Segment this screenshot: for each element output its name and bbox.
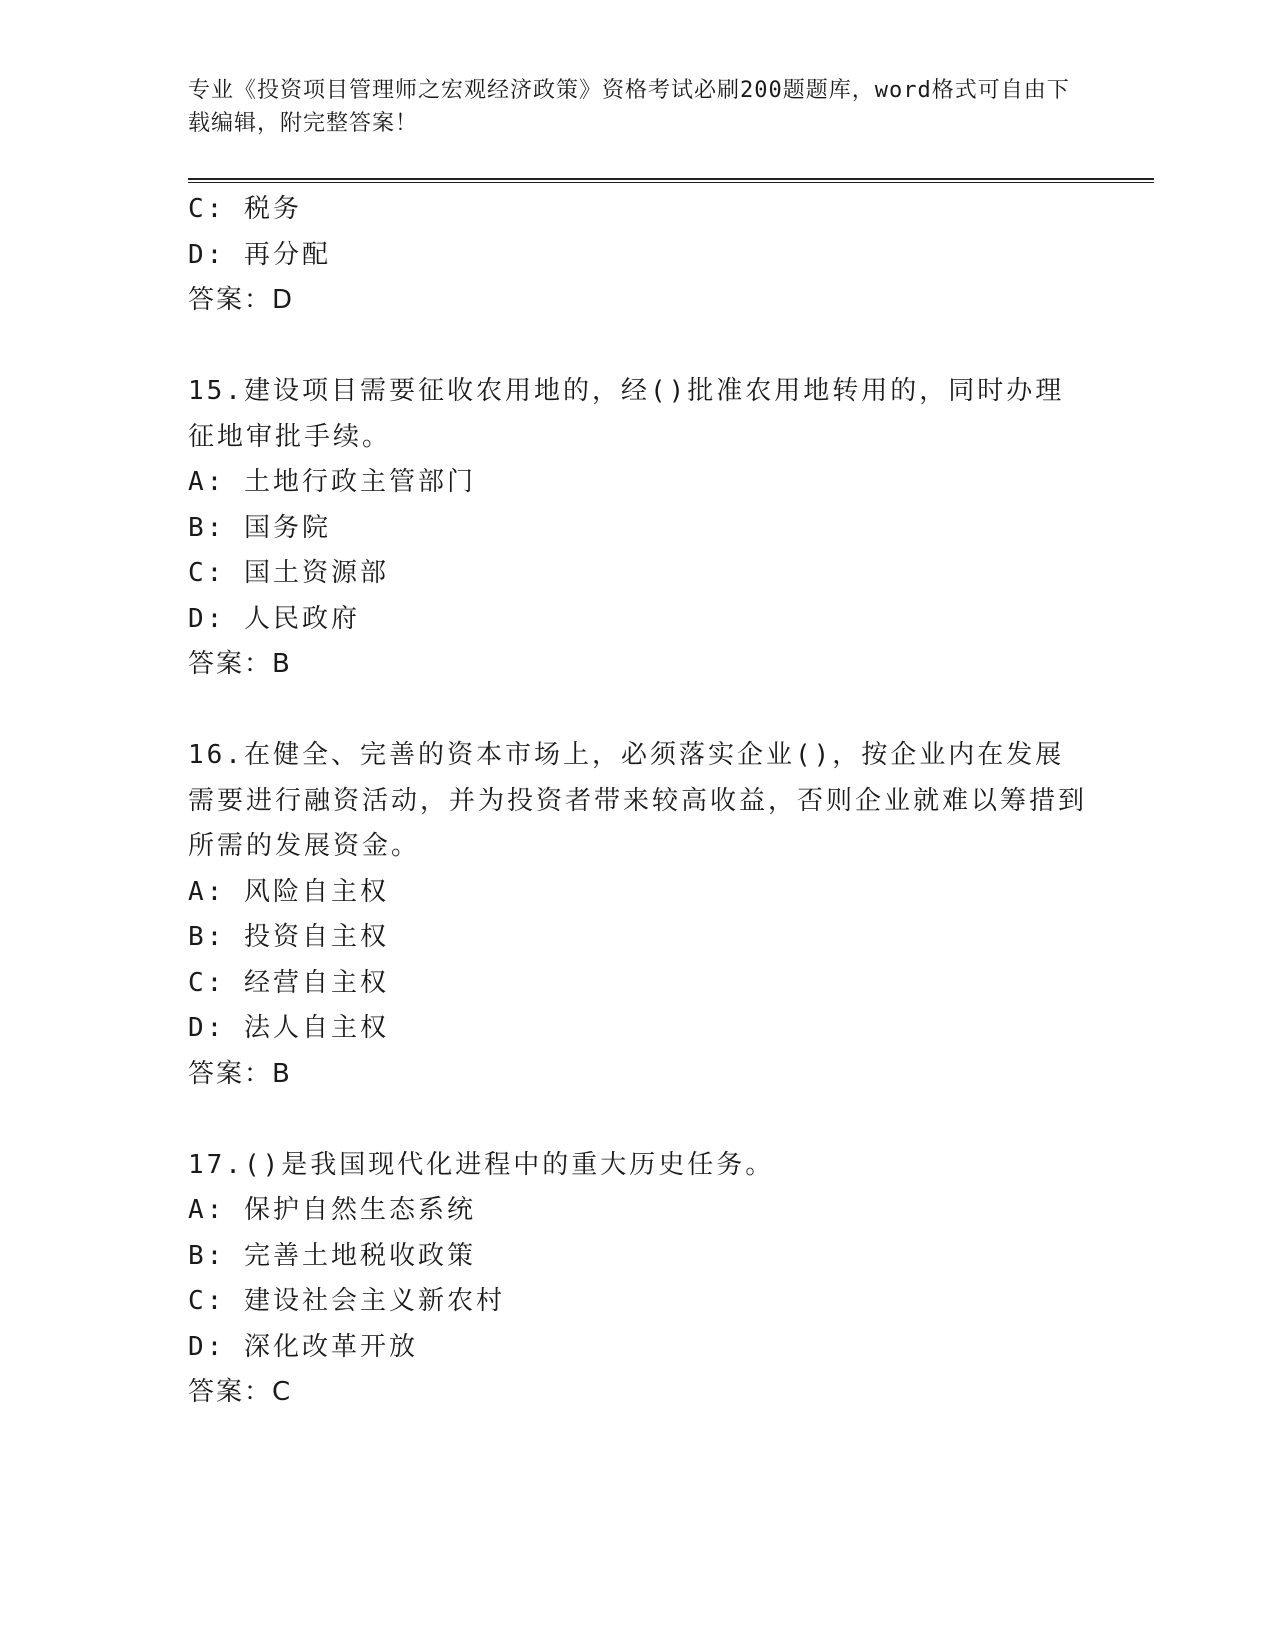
option-c: C: 国土资源部 bbox=[188, 558, 389, 588]
answer-line: 答案：D bbox=[188, 285, 295, 315]
option-d: D: 深化改革开放 bbox=[188, 1331, 418, 1362]
option-b: B: 国务院 bbox=[188, 512, 331, 543]
option-d: D: 法人自主权 bbox=[188, 1013, 389, 1043]
document-header: 专业《投资项目管理师之宏观经济政策》资格考试必刷200题题库，word格式可自由下载编辑，附完整答案！ bbox=[188, 78, 1070, 136]
spacer bbox=[188, 1097, 1088, 1143]
question-stem: 16.在健全、完善的资本市场上，必须落实企业()，按企业内在发展需要进行融资活动，并为投资者带来较高收益，否则企业就难以筹措到所需的发展资金。 bbox=[188, 740, 1088, 861]
answer-line: 答案：B bbox=[188, 1058, 292, 1089]
partial-question-block bbox=[188, 187, 1088, 324]
question-17-block bbox=[188, 1143, 1088, 1416]
option-a: A: 土地行政主管部门 bbox=[188, 467, 476, 497]
option-b: B: 完善土地税收政策 bbox=[188, 1240, 476, 1271]
question-16-block bbox=[188, 733, 1088, 1097]
option-d: D: 人民政府 bbox=[188, 603, 360, 634]
spacer bbox=[188, 324, 1088, 370]
spacer bbox=[188, 688, 1088, 734]
option-d: D: 再分配 bbox=[188, 239, 331, 270]
answer-line: 答案：B bbox=[188, 649, 292, 679]
option-c: C: 经营自主权 bbox=[188, 967, 389, 998]
option-c: C: 建设社会主义新农村 bbox=[188, 1286, 505, 1316]
question-15-block bbox=[188, 369, 1088, 688]
option-a: A: 保护自然生态系统 bbox=[188, 1195, 476, 1225]
question-list bbox=[188, 187, 1088, 1416]
question-stem: 17.()是我国现代化进程中的重大历史任务。 bbox=[188, 1149, 775, 1180]
option-b: B: 投资自主权 bbox=[188, 922, 389, 952]
question-stem: 15.建设项目需要征收农用地的，经()批准农用地转用的，同时办理征地审批手续。 bbox=[188, 376, 1065, 452]
option-c: C: 税务 bbox=[188, 194, 302, 224]
answer-line: 答案：C bbox=[188, 1377, 293, 1407]
header-divider bbox=[188, 178, 1154, 183]
option-a: A: 风险自主权 bbox=[188, 876, 389, 907]
